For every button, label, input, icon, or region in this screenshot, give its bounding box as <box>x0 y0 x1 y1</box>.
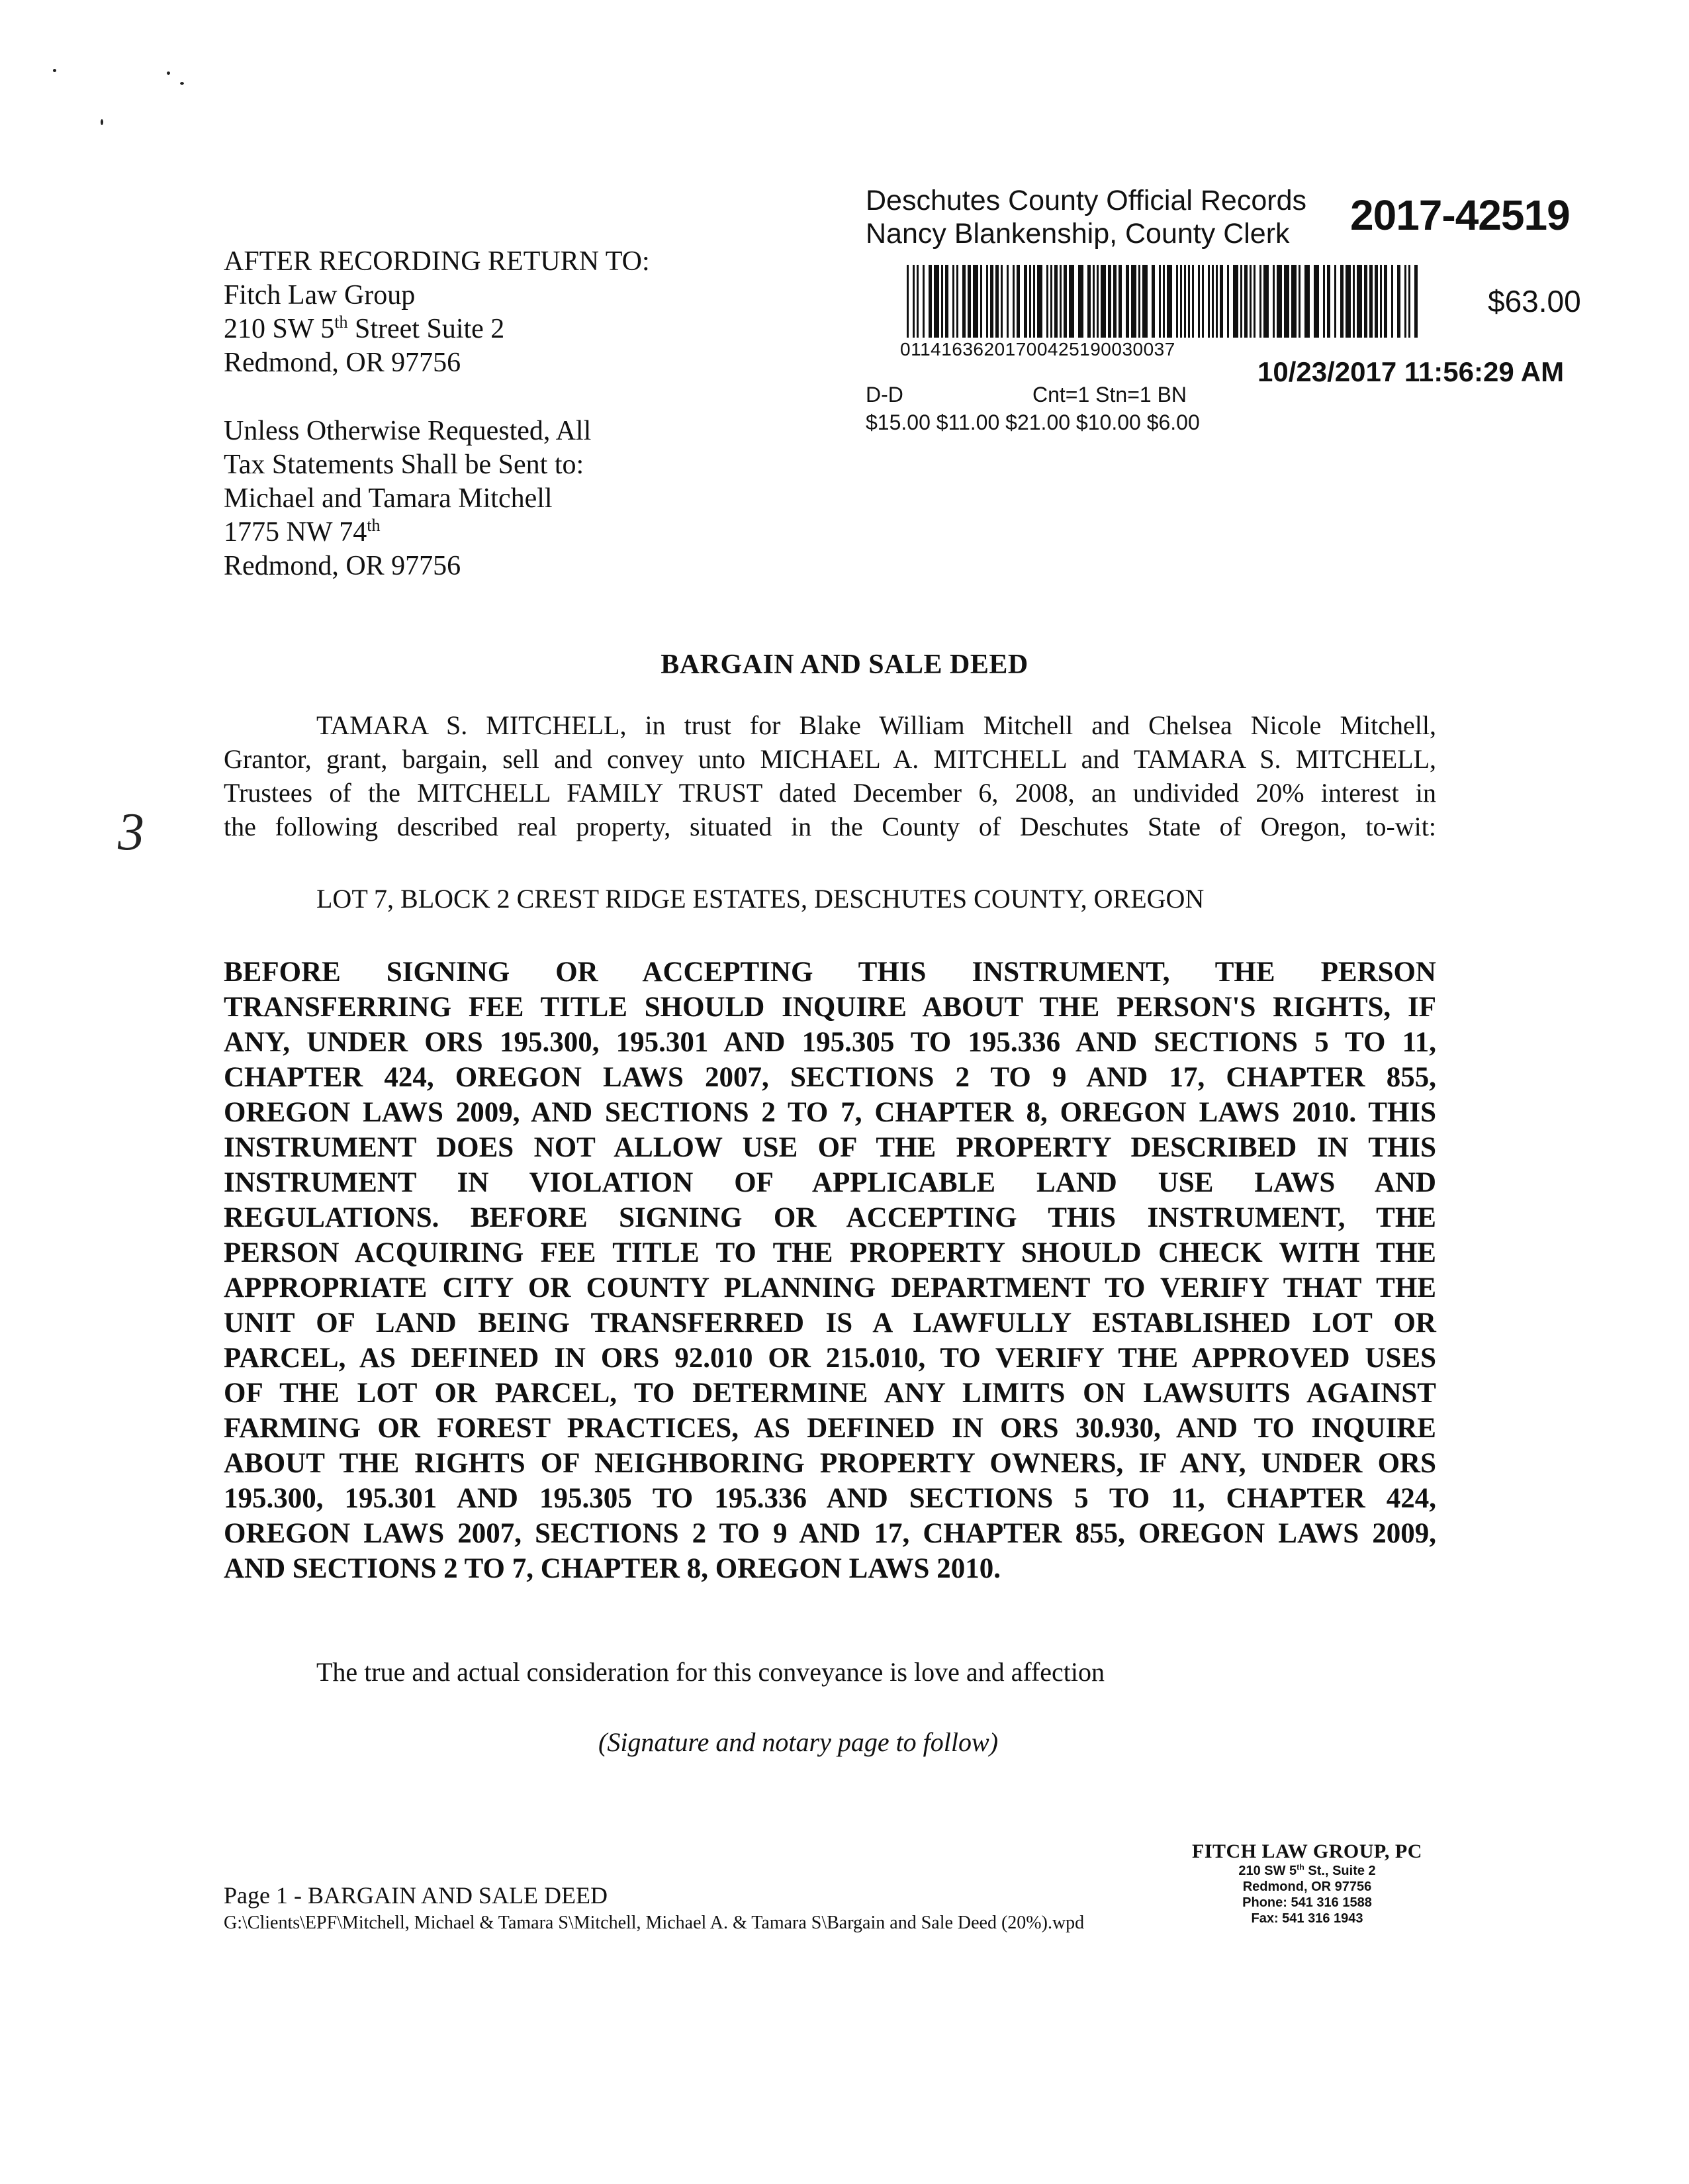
warning-line: OF THE LOT OR PARCEL, TO DETERMINE ANY LIMITS ON LAWSUITS AGAINST <box>224 1378 1436 1409</box>
consideration-statement: The true and actual consideration for this conveyance is love and affection <box>316 1657 1105 1687</box>
barcode-bar <box>929 265 932 338</box>
barcode-bar <box>1113 265 1117 338</box>
warning-line: PARCEL, AS DEFINED IN ORS 92.010 OR 215.010, TO VERIFY THE APPROVED USES <box>224 1343 1436 1374</box>
recording-datetime: 10/23/2017 11:56:29 AM <box>1257 356 1565 387</box>
barcode-bar <box>1118 265 1122 338</box>
recording-fees-line: $15.00 $11.00 $21.00 $10.00 $6.00 <box>866 410 1200 434</box>
barcode-bar <box>1198 265 1200 338</box>
barcode-bar <box>1054 265 1058 338</box>
document-title: BARGAIN AND SALE DEED <box>661 649 1028 680</box>
firm-fax: Fax: 541 316 1943 <box>1251 1911 1363 1926</box>
legal-description: LOT 7, BLOCK 2 CREST RIDGE ESTATES, DESCHUTES COUNTY, OREGON <box>316 884 1205 914</box>
firm-block <box>1165 1840 1449 1926</box>
scan-speck <box>167 71 170 75</box>
recording-office <box>866 184 1306 250</box>
barcode-bar <box>1384 265 1387 338</box>
barcode-bar <box>1167 265 1172 338</box>
barcode-bar <box>1069 265 1074 338</box>
warning-line: BEFORE SIGNING OR ACCEPTING THIS INSTRUMENT, THE PERSON <box>224 957 1436 988</box>
barcode-bar <box>1263 265 1269 338</box>
warning-line: PERSON ACQUIRING FEE TITLE TO THE PROPERTY SHOULD CHECK WITH THE <box>224 1237 1436 1268</box>
barcode-bar <box>1334 265 1336 338</box>
warning-line: ANY, UNDER ORS 195.300, 195.301 AND 195.305 TO 195.336 AND SECTIONS 5 TO 11, <box>224 1027 1436 1058</box>
barcode-bar <box>941 265 943 338</box>
barcode-bar <box>1101 265 1106 338</box>
return-to-city: Redmond, OR 97756 <box>224 348 461 378</box>
barcode-bar <box>968 265 971 338</box>
barcode-bar <box>1408 265 1410 338</box>
warning-line: CHAPTER 424, OREGON LAWS 2007, SECTIONS 2 TO 9 AND 17, CHAPTER 855, <box>224 1062 1436 1093</box>
recording-counts: Cnt=1 Stn=1 BN <box>1032 383 1187 406</box>
granting-line: Trustees of the MITCHELL FAMILY TRUST dated December 6, 2008, an undivided 20% interest in <box>224 778 1436 808</box>
barcode-bar <box>980 265 982 338</box>
tax-statements-street: 1775 NW 74th <box>224 516 381 547</box>
scan-speck <box>53 69 56 72</box>
barcode-bar <box>1233 265 1238 338</box>
recording-office-line1: Deschutes County Official Records <box>866 185 1306 216</box>
barcode-bar <box>1108 265 1111 338</box>
signature-page-note: (Signature and notary page to follow) <box>598 1727 999 1757</box>
barcode-bar <box>1159 265 1161 338</box>
warning-line: OREGON LAWS 2007, SECTIONS 2 TO 9 AND 17, CHAPTER 855, OREGON LAWS 2009, <box>224 1518 1436 1549</box>
barcode-bar <box>1192 265 1194 338</box>
warning-line: APPROPRIATE CITY OR COUNTY PLANNING DEPARTMENT TO VERIFY THAT THE <box>224 1272 1436 1304</box>
barcode-bar <box>1017 265 1020 338</box>
barcode-bar <box>1184 265 1186 338</box>
tax-statements-city: Redmond, OR 97756 <box>224 551 461 581</box>
return-to-street: 210 SW 5th Street Suite 2 <box>224 312 505 344</box>
barcode-bar <box>1277 265 1282 338</box>
barcode-bar <box>913 265 915 338</box>
barcode-bar <box>1212 265 1214 338</box>
barcode-bar <box>1227 265 1229 338</box>
tax-statements-name: Michael and Tamara Mitchell <box>224 483 553 514</box>
barcode-bar <box>1414 265 1418 338</box>
barcode-bar <box>1188 265 1190 338</box>
warning-line: REGULATIONS. BEFORE SIGNING OR ACCEPTING THIS INSTRUMENT, THE <box>224 1202 1436 1233</box>
firm-city: Redmond, OR 97756 <box>1242 1879 1372 1894</box>
barcode-bar <box>917 265 919 338</box>
warning-line: 195.300, 195.301 AND 195.305 TO 195.336 AND SECTIONS 5 TO 11, CHAPTER 424, <box>224 1483 1436 1514</box>
return-to-block <box>224 245 650 380</box>
barcode-bar <box>1131 265 1136 338</box>
return-to-heading: AFTER RECORDING RETURN TO: <box>224 246 650 277</box>
barcode-bar <box>1216 265 1218 338</box>
barcode-bar <box>1220 265 1223 338</box>
barcode-bar <box>1346 265 1351 338</box>
barcode-bar <box>1138 265 1140 338</box>
barcode-bar <box>1208 265 1210 338</box>
barcode-bar <box>1097 265 1099 338</box>
barcode-bar <box>1299 265 1301 338</box>
warning-line: AND SECTIONS 2 TO 7, CHAPTER 8, OREGON LAWS 2010. <box>224 1553 1001 1584</box>
barcode-bar <box>1240 265 1242 338</box>
barcode-bar <box>973 265 978 338</box>
return-to-name: Fitch Law Group <box>224 280 416 310</box>
tax-statements-line1: Unless Otherwise Requested, All <box>224 416 592 446</box>
granting-clause <box>224 708 1436 843</box>
warning-line: INSTRUMENT DOES NOT ALLOW USE OF THE PROPERTY DESCRIBED IN THIS <box>224 1132 1436 1163</box>
recording-office-line2: Nancy Blankenship, County Clerk <box>866 218 1290 250</box>
barcode-bar <box>1007 265 1009 338</box>
barcode-bar <box>1033 265 1035 338</box>
recording-fee-total: $63.00 <box>1488 284 1581 318</box>
scan-speck <box>180 82 184 85</box>
barcode-bar <box>1250 265 1252 338</box>
barcode-bar <box>1093 265 1095 338</box>
scan-speck <box>101 119 103 125</box>
barcode-bar <box>923 265 925 338</box>
barcode-bar <box>1364 265 1367 338</box>
barcode-bar <box>952 265 954 338</box>
barcode-bar <box>1152 265 1155 338</box>
page-footer-label: Page 1 - BARGAIN AND SALE DEED <box>224 1882 608 1909</box>
barcode-bar <box>1314 265 1319 338</box>
barcode-bar <box>1037 265 1042 338</box>
barcode-bar <box>956 265 958 338</box>
barcode-bar <box>1060 265 1062 338</box>
barcode-bar <box>907 265 909 338</box>
barcode-bar <box>1126 265 1129 338</box>
warning-line: UNIT OF LAND BEING TRANSFERRED IS A LAWFULLY ESTABLISHED LOT OR <box>224 1307 1436 1339</box>
barcode-bar <box>1163 265 1165 338</box>
barcode-bar <box>1013 265 1015 338</box>
barcode-bar <box>1353 265 1355 338</box>
barcode-digits: 01141636201700425190030037 <box>900 339 1175 359</box>
barcode-bar <box>990 265 993 338</box>
barcode-bar <box>1357 265 1362 338</box>
barcode-bar <box>1001 265 1003 338</box>
barcode-bar <box>1176 265 1178 338</box>
barcode-bar <box>1380 265 1382 338</box>
tax-statements-line2: Tax Statements Shall be Sent to: <box>224 450 584 480</box>
barcode-bar <box>962 265 966 338</box>
barcode-bar <box>1404 265 1406 338</box>
barcode-bar <box>1180 265 1182 338</box>
barcode-bar <box>1087 265 1091 338</box>
barcode-bar <box>995 265 999 338</box>
granting-line: Grantor, grant, bargain, sell and convey unto MICHAEL A. MITCHELL and TAMARA S. MITCHELL, <box>224 744 1436 774</box>
barcode-bar <box>1291 265 1297 338</box>
barcode-bar <box>1259 265 1261 338</box>
firm-street: 210 SW 5th St., Suite 2 <box>1238 1862 1376 1878</box>
recording-number: 2017-42519 <box>1350 191 1570 239</box>
barcode-bar <box>1340 265 1344 338</box>
handwritten-margin-mark: 3 <box>118 803 144 861</box>
granting-line: the following described real property, situated in the County of Deschutes State of Oregon, to-wit: <box>224 812 1436 841</box>
statutory-warning <box>224 955 1436 1586</box>
firm-phone: Phone: 541 316 1588 <box>1242 1895 1372 1910</box>
barcode-bar <box>1397 265 1400 338</box>
barcode-bar <box>1029 265 1031 338</box>
barcode-bar <box>1375 265 1378 338</box>
barcode-bar <box>934 265 939 338</box>
tax-statements-block <box>224 414 591 583</box>
barcode-bar <box>1369 265 1373 338</box>
barcode-bar <box>1202 265 1204 338</box>
barcode-bar <box>1078 265 1083 338</box>
barcode-bar <box>1064 265 1067 338</box>
barcode-bar <box>1046 265 1048 338</box>
barcode-bar <box>1391 265 1393 338</box>
warning-line: ABOUT THE RIGHTS OF NEIGHBORING PROPERTY OWNERS, IF ANY, UNDER ORS <box>224 1448 1436 1479</box>
barcode-bar <box>1254 265 1255 338</box>
barcode-bar <box>945 265 948 338</box>
barcode-bar <box>1327 265 1330 338</box>
granting-line: TAMARA S. MITCHELL, in trust for Blake William Mitchell and Chelsea Nicole Mitchell, <box>316 710 1436 740</box>
barcode-bar <box>986 265 988 338</box>
warning-line: FARMING OR FOREST PRACTICES, AS DEFINED IN ORS 30.930, AND TO INQUIRE <box>224 1413 1436 1444</box>
barcode-bar <box>1142 265 1148 338</box>
barcode <box>907 265 1420 338</box>
barcode-bar <box>1304 265 1310 338</box>
barcode-bar <box>1024 265 1027 338</box>
barcode-bar <box>1284 265 1289 338</box>
recording-doc-code: D-D <box>866 383 903 406</box>
barcode-bar <box>1244 265 1248 338</box>
barcode-bar <box>1323 265 1325 338</box>
warning-line: TRANSFERRING FEE TITLE SHOULD INQUIRE ABOUT THE PERSON'S RIGHTS, IF <box>224 992 1436 1023</box>
barcode-bar <box>1050 265 1052 338</box>
file-path: G:\Clients\EPF\Mitchell, Michael & Tamara S\Mitchell, Michael A. & Tamara S\Bargain and Sale Deed (20%).wpd <box>224 1913 1085 1933</box>
firm-name: FITCH LAW GROUP, PC <box>1192 1840 1422 1862</box>
warning-line: INSTRUMENT IN VIOLATION OF APPLICABLE LAND USE LAWS AND <box>224 1167 1436 1198</box>
barcode-bar <box>1273 265 1275 338</box>
warning-line: OREGON LAWS 2009, AND SECTIONS 2 TO 7, CHAPTER 8, OREGON LAWS 2010. THIS <box>224 1097 1436 1128</box>
